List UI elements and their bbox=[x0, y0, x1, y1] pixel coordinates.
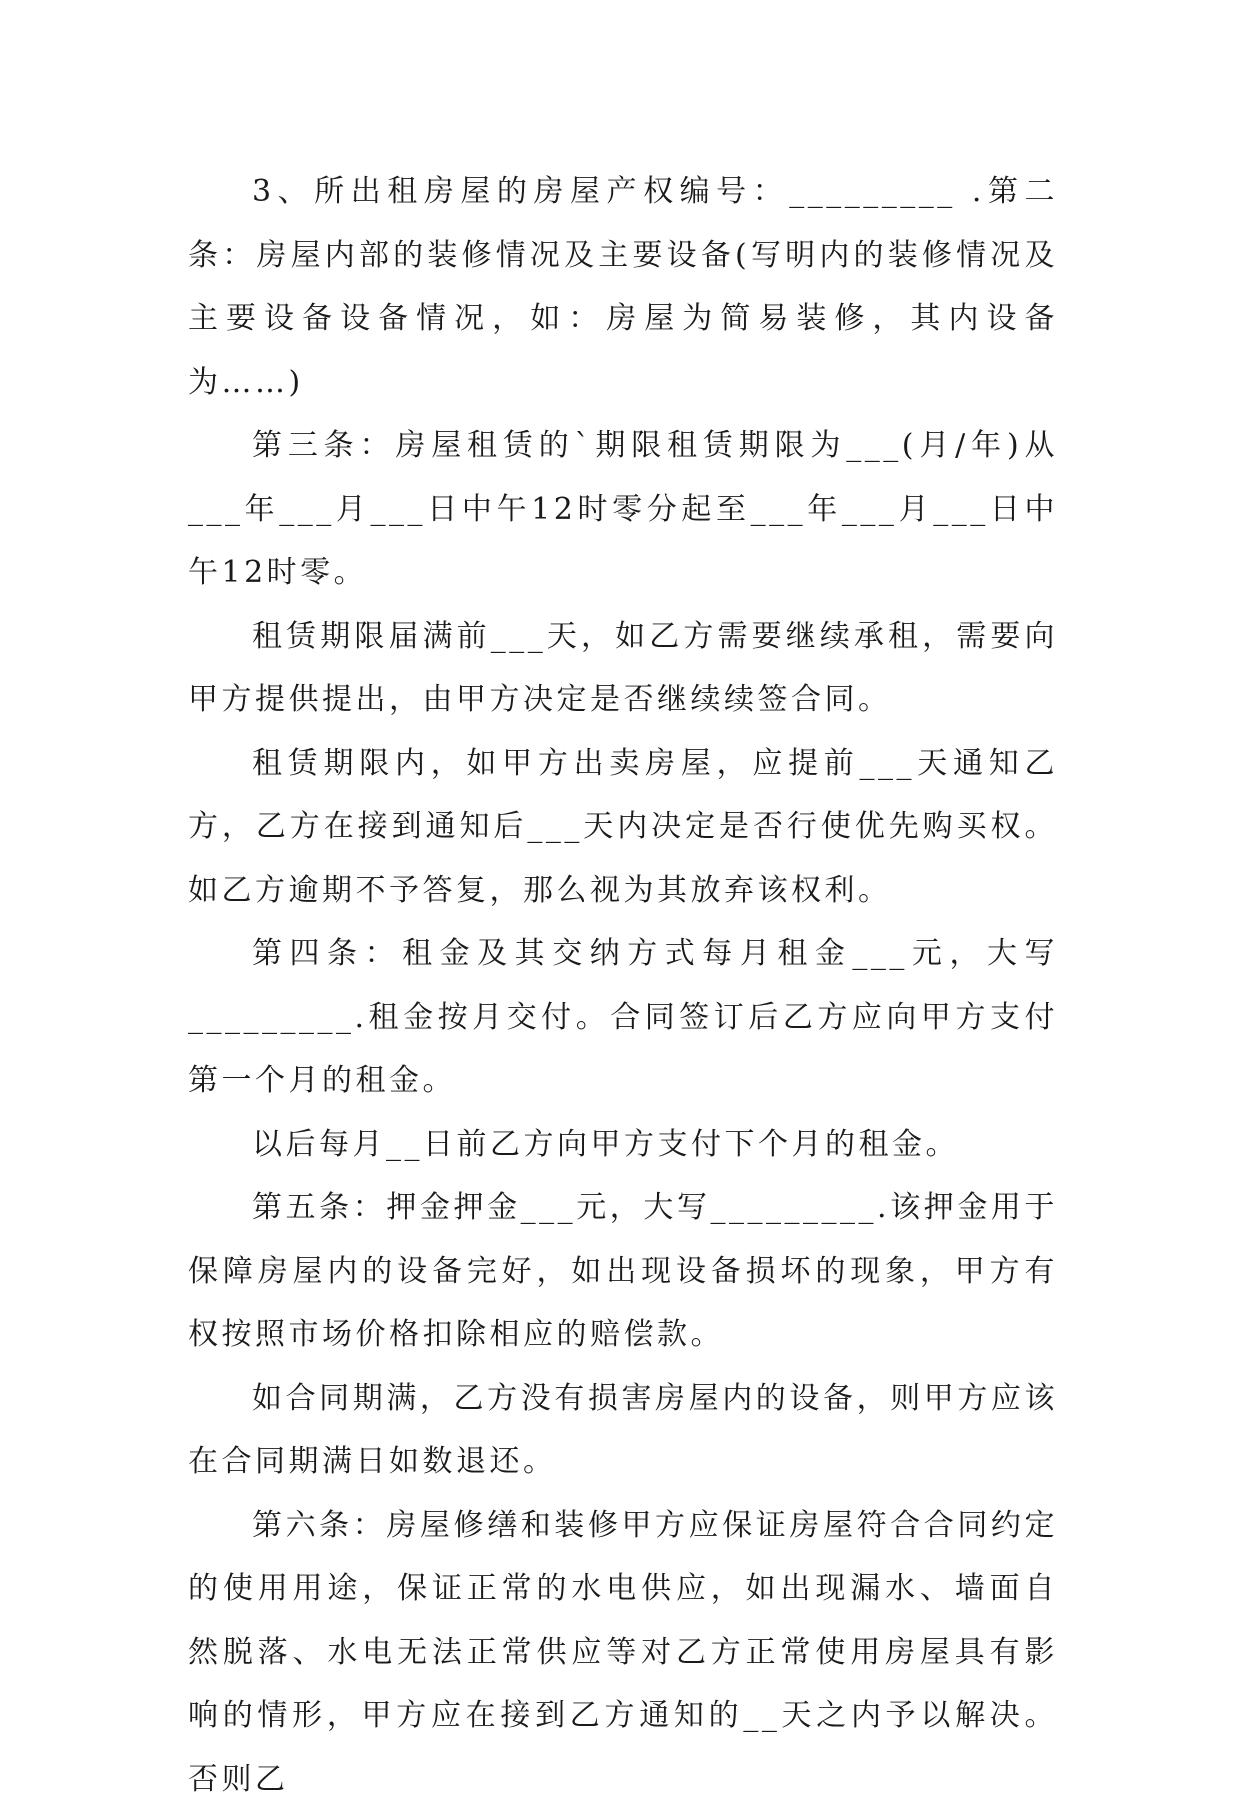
document-body bbox=[188, 160, 1058, 1811]
paragraph-lease-renewal: 租赁期限届满前___天，如乙方需要继续承租，需要向甲方提供提出，由甲方决定是否继续续签合同。 bbox=[188, 605, 1058, 732]
paragraph-lease-term: 第三条：房屋租赁的`期限租赁期限为___(月/年)从___年___月___日中午12时零分起至___年___月___日中午12时零。 bbox=[188, 414, 1058, 605]
paragraph-preemptive-right: 租赁期限内，如甲方出卖房屋，应提前___天通知乙方，乙方在接到通知后___天内决定是否行使优先购买权。如乙方逾期不予答复，那么视为其放弃该权利。 bbox=[188, 732, 1058, 923]
paragraph-rent-payment: 第四条：租金及其交纳方式每月租金___元，大写_________.租金按月交付。合同签订后乙方应向甲方支付第一个月的租金。 bbox=[188, 922, 1058, 1113]
paragraph-deposit-refund: 如合同期满，乙方没有损害房屋内的设备，则甲方应该在合同期满日如数退还。 bbox=[188, 1367, 1058, 1494]
paragraph-property-number: 3、所出租房屋的房屋产权编号：_________ .第二条：房屋内部的装修情况及主要设备(写明内的装修情况及主要设备设备情况，如：房屋为简易装修，其内设备为……) bbox=[188, 160, 1058, 414]
paragraph-repairs: 第六条：房屋修缮和装修甲方应保证房屋符合合同约定的使用用途，保证正常的水电供应，如出现漏水、墙面自然脱落、水电无法正常供应等对乙方正常使用房屋具有影响的情形，甲方应在接到乙方通知的__天之内予以解决。否则乙 bbox=[188, 1494, 1058, 1811]
paragraph-monthly-rent: 以后每月__日前乙方向甲方支付下个月的租金。 bbox=[188, 1113, 1058, 1177]
paragraph-deposit: 第五条：押金押金___元，大写_________.该押金用于保障房屋内的设备完好，如出现设备损坏的现象，甲方有权按照市场价格扣除相应的赔偿款。 bbox=[188, 1176, 1058, 1367]
